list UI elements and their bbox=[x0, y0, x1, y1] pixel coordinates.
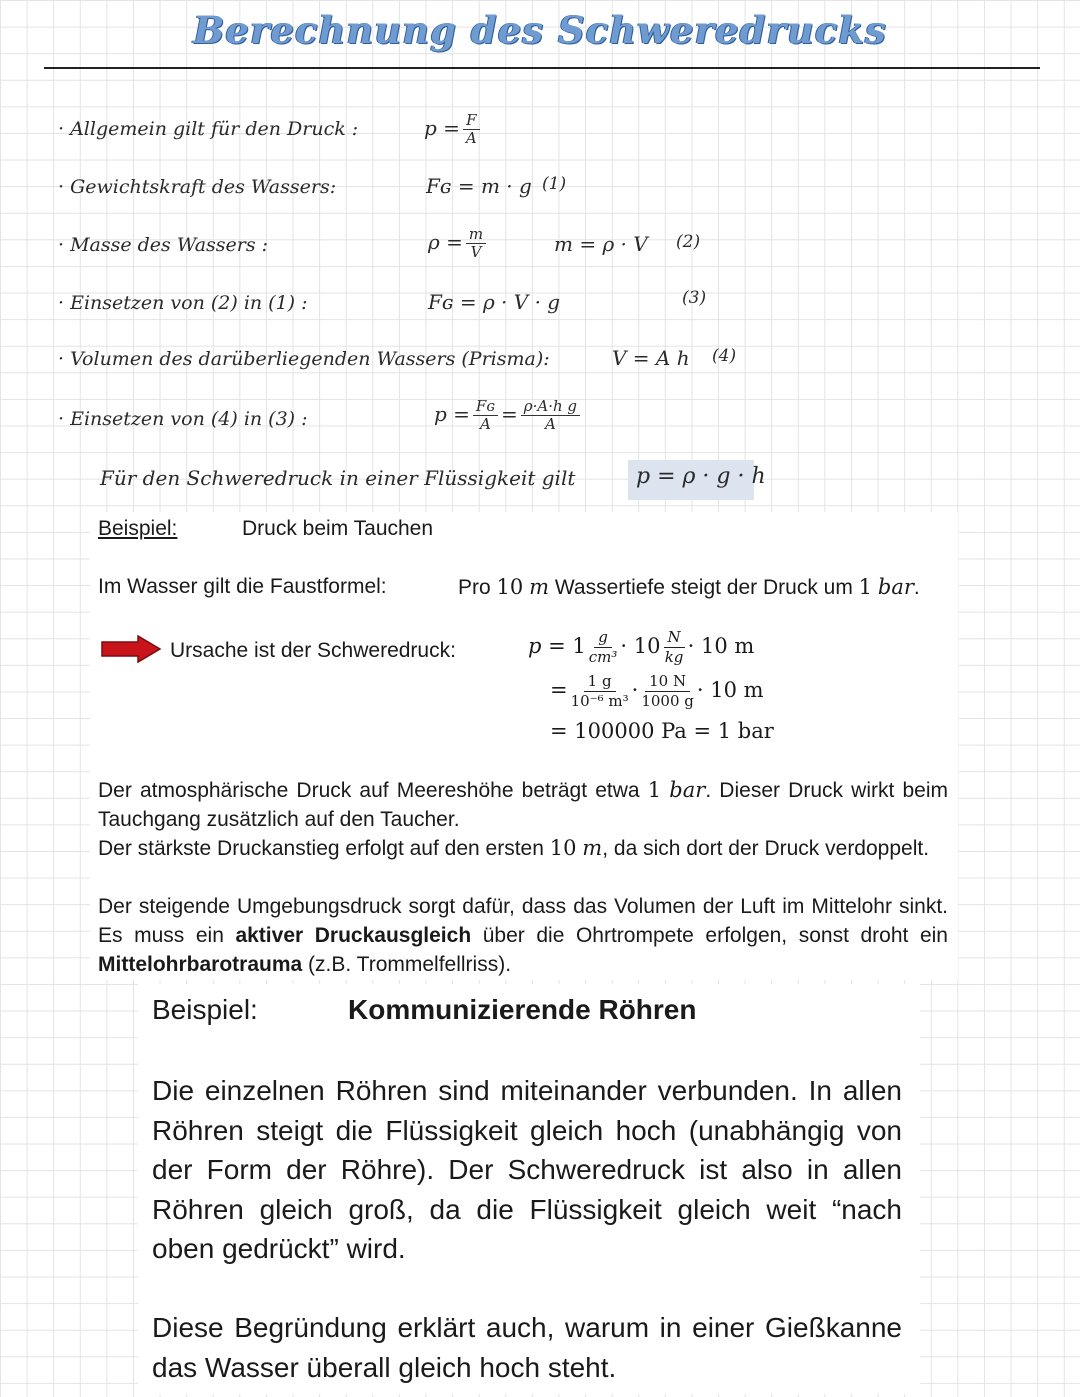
note-formula-3: ρ = $\frac{m}{V}$ bbox=[428, 226, 489, 261]
rule-text: Pro 10 m Wassertiefe steigt der Druck um 1 bar. bbox=[458, 575, 920, 599]
note-formula-2: Fɢ = m · g bbox=[426, 174, 532, 198]
example2-label: Beispiel: bbox=[152, 994, 258, 1025]
note-tag-2: (2) bbox=[676, 232, 701, 252]
calc-line-2: = $\frac{1 g}{\text{10⁻⁶ m³}}$ · $\frac{10 N}{1000 g}$ · 10 m bbox=[550, 672, 764, 710]
example2-paragraph-2: Diese Begründung erklärt auch, warum in einer Gießkanne das Wasser überall gleich hoch steht. bbox=[152, 1312, 902, 1383]
example2-title: Kommunizierende Röhren bbox=[348, 994, 697, 1025]
note-label-1: · Allgemein gilt für den Druck : bbox=[58, 118, 359, 140]
note-formula-1: p = $\frac{F}{A}$ bbox=[424, 112, 483, 147]
note-formula-3b: m = ρ · V bbox=[554, 232, 648, 256]
arrow-right-icon bbox=[100, 634, 162, 664]
page-title: Berechnung des Schweredrucks bbox=[193, 8, 887, 52]
note-tag-3: (3) bbox=[682, 288, 707, 308]
note-formula-6: p = $\frac{\text{Fɢ}}{A}$ = $\frac{\text{ρ·A·h g}}{A}$ bbox=[434, 398, 583, 433]
note-tag-4: (4) bbox=[712, 346, 737, 366]
summary-text: Für den Schweredruck in einer Flüssigkeit gilt bbox=[100, 466, 576, 490]
cause-text: Ursache ist der Schweredruck: bbox=[170, 639, 456, 662]
example1-paragraph-2: Der stärkste Druckanstieg erfolgt auf den ersten 10 m, da sich dort der Druck verdoppelt. bbox=[98, 836, 930, 860]
rule-label: Im Wasser gilt die Faustformel: bbox=[98, 575, 387, 598]
example2-paragraph-1: Die einzelnen Röhren sind miteinander verbunden. In allen Röhren steigt die Flüssigkeit gleich hoch (unabhängig von der Form der Röhre). Der Schweredruck ist also in allen Röhren gleich groß, da die Flüssigkeit gleich weit “nach oben gedrückt” wird. bbox=[152, 1075, 902, 1264]
note-label-3: · Masse des Wassers : bbox=[58, 234, 269, 256]
calc-line-3: = 100000 Pa = 1 bar bbox=[550, 719, 774, 743]
summary-formula: p = ρ · g · h bbox=[636, 464, 766, 489]
example1-paragraph-1: Der atmosphärische Druck auf Meereshöhe beträgt etwa 1 bar. Dieser Druck wirkt beim Tauchgang zusätzlich auf den Taucher. bbox=[98, 778, 948, 831]
note-tag-1: (1) bbox=[542, 174, 567, 194]
example1-label: Beispiel: bbox=[98, 517, 178, 540]
note-formula-4: Fɢ = ρ · V · g bbox=[428, 290, 561, 314]
note-label-6: · Einsetzen von (4) in (3) : bbox=[58, 408, 308, 430]
example1-paragraph-3: Der steigende Umgebungsdruck sorgt dafür, dass das Volumen der Luft im Mittelohr sinkt. Es muss ein aktiver Druckausgleich über die Ohrtrompete erfolgen, sonst droht ein Mittelohrbarotrauma (z.B. Trommelfellriss). bbox=[98, 895, 948, 976]
title-underline bbox=[44, 67, 1040, 69]
note-label-5: · Volumen des darüberliegenden Wassers (Prisma): bbox=[58, 348, 550, 370]
note-formula-5: V = A h bbox=[612, 346, 690, 370]
note-label-2: · Gewichtskraft des Wassers: bbox=[58, 176, 337, 198]
calc-line-1: p = 1 $\frac{g}{\text{cm³}}$ · 10 $\frac{N}{kg}$ · 10 m bbox=[528, 628, 755, 666]
note-label-4: · Einsetzen von (2) in (1) : bbox=[58, 292, 308, 314]
example1-title: Druck beim Tauchen bbox=[242, 517, 434, 540]
